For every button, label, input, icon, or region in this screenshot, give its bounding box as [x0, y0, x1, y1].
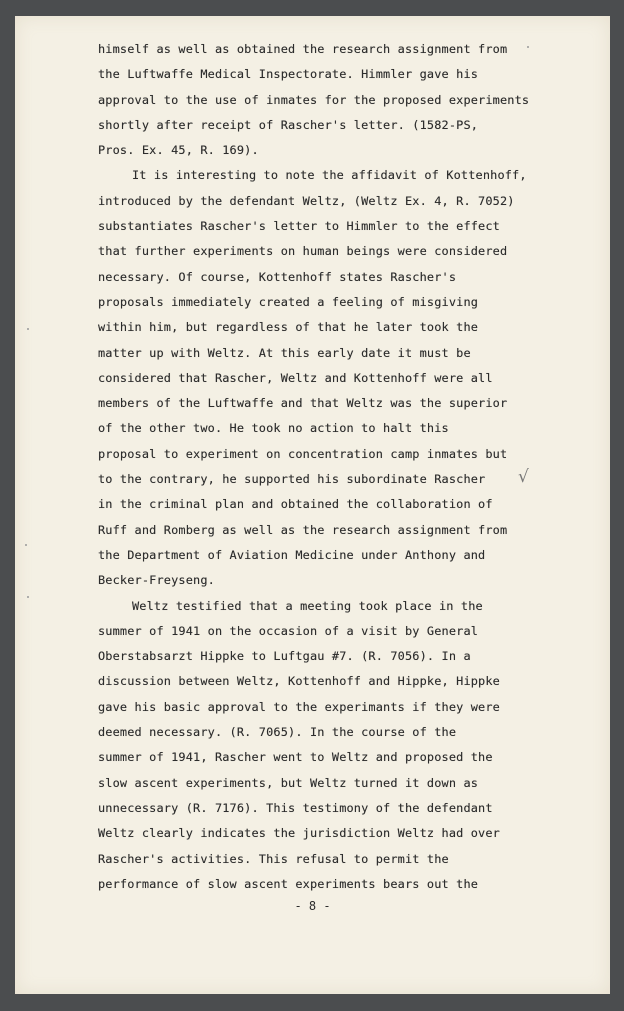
- text-line: shortly after receipt of Rascher's letter. (1582-PS,: [98, 117, 479, 132]
- text-line: within him, but regardless of that he later took the: [98, 320, 479, 335]
- text-line: deemed necessary. (R. 7065). In the course of the: [98, 725, 457, 740]
- text-line: himself as well as obtained the research assignment from: [98, 42, 508, 56]
- text-line: that further experiments on human beings were considered: [98, 244, 508, 259]
- text-line: Ruff and Romberg as well as the research assignment from: [98, 522, 508, 537]
- text-line: summer of 1941 on the occasion of a visit by General: [98, 623, 479, 638]
- text-line: approval to the use of inmates for the proposed experiments: [98, 92, 530, 107]
- text-line: Becker-Freyseng.: [98, 573, 215, 588]
- text-line: slow ascent experiments, but Weltz turned it down as: [98, 775, 479, 790]
- text-line: Rascher's activities. This refusal to permit the: [98, 851, 449, 866]
- text-line: Oberstabsarzt Hippke to Luftgau #7. (R. 7056). In a: [98, 649, 471, 664]
- paragraph-start-line: It is interesting to note the affidavit of Kottenhoff,: [132, 168, 527, 183]
- text-line: to the contrary, he supported his subordinate Rascher: [98, 472, 486, 487]
- text-line: discussion between Weltz, Kottenhoff and Hippke, Hippke: [98, 674, 500, 689]
- paragraph-start-line: Weltz testified that a meeting took place in the: [132, 598, 483, 613]
- paper-speck: [27, 328, 29, 330]
- text-line: Pros. Ex. 45, R. 169).: [98, 143, 259, 158]
- text-line: summer of 1941, Rascher went to Weltz and proposed the: [98, 750, 493, 765]
- text-line: unnecessary (R. 7176). This testimony of the defendant: [98, 800, 493, 815]
- text-line: proposals immediately created a feeling of misgiving: [98, 294, 479, 309]
- handwritten-check-mark: √: [518, 467, 529, 487]
- text-line: introduced by the defendant Weltz, (Weltz Ex. 4, R. 7052): [98, 193, 515, 208]
- text-line: members of the Luftwaffe and that Weltz was the superior: [98, 396, 508, 411]
- text-line: necessary. Of course, Kottenhoff states Rascher's: [98, 269, 457, 284]
- text-line: proposal to experiment on concentration camp inmates but: [98, 446, 508, 461]
- paper-speck: [25, 544, 27, 546]
- text-line: substantiates Rascher's letter to Himmler to the effect: [98, 219, 500, 234]
- text-line: the Department of Aviation Medicine under Anthony and: [98, 547, 486, 562]
- text-line: of the other two. He took no action to halt this: [98, 421, 449, 436]
- page-number: - 8 -: [294, 899, 331, 913]
- text-line: considered that Rascher, Weltz and Kottenhoff were all: [98, 370, 493, 385]
- paper-speck: [27, 596, 29, 598]
- paper-speck: [527, 46, 529, 48]
- text-line: performance of slow ascent experiments bears out the: [98, 876, 479, 891]
- text-line: matter up with Weltz. At this early date it must be: [98, 345, 471, 360]
- text-line: the Luftwaffe Medical Inspectorate. Himmler gave his: [98, 67, 479, 82]
- document-page: [15, 16, 610, 994]
- text-line: Weltz clearly indicates the jurisdiction Weltz had over: [98, 826, 500, 841]
- body-text: [98, 37, 548, 897]
- text-line: gave his basic approval to the experimants if they were: [98, 699, 500, 714]
- text-line: in the criminal plan and obtained the collaboration of: [98, 497, 493, 512]
